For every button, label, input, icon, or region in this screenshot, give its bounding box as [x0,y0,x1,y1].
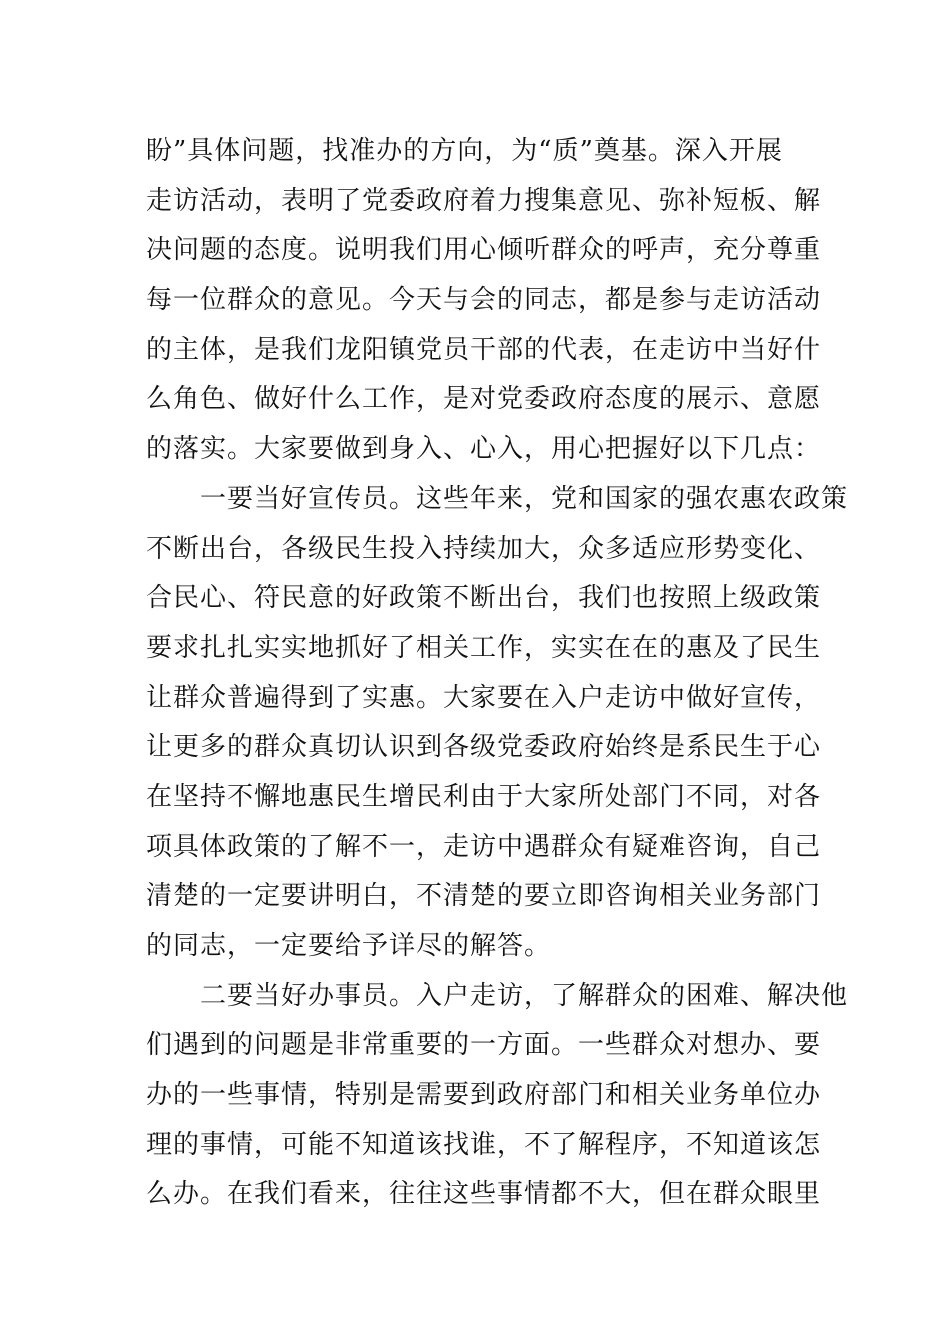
text-line: 让群众普遍得到了实惠。大家要在入户走访中做好宣传， [146,682,822,713]
paragraph-start-line: 二要当好办事员。入户走访，了解群众的困难、解决他 [146,980,849,1011]
text-line: 么办。在我们看来，往往这些事情都不大，但在群众眼里 [146,1179,822,1210]
text-line: 要求扎扎实实地抓好了相关工作，实实在在的惠及了民生 [146,632,822,663]
text-line: 项具体政策的了解不一，走访中遇群众有疑难咨询，自己 [146,831,822,862]
text-line: 么角色、做好什么工作，是对党委政府态度的展示、意愿 [146,384,822,415]
text-line: 盼”具体问题，找准办的方向，为“质”奠基。深入开展 [146,136,783,166]
text-line: 的同志，一定要给予详尽的解答。 [146,931,552,961]
text-line: 让更多的群众真切认识到各级党委政府始终是系民生于心 [146,732,822,763]
text-line: 们遇到的问题是非常重要的一方面。一些群众对想办、要 [146,1030,822,1061]
text-line: 清楚的一定要讲明白，不清楚的要立即咨询相关业务部门 [146,881,822,912]
text-line: 合民心、符民意的好政策不断出台，我们也按照上级政策 [146,583,822,614]
document-body [146,127,849,1220]
text-line: 每一位群众的意见。今天与会的同志，都是参与走访活动 [146,285,822,316]
text-line: 走访活动，表明了党委政府着力搜集意见、弥补短板、解 [146,185,822,216]
text-line: 的落实。大家要做到身入、心入，用心把握好以下几点： [146,434,822,465]
text-line: 决问题的态度。说明我们用心倾听群众的呼声，充分尊重 [146,235,822,266]
paragraph-start-line: 一要当好宣传员。这些年来，党和国家的强农惠农政策 [146,483,849,514]
text-line: 不断出台，各级民生投入持续加大，众多适应形势变化、 [146,533,822,564]
text-line: 在坚持不懈地惠民生增民利由于大家所处部门不同，对各 [146,781,822,812]
text-line: 理的事情，可能不知道该找谁，不了解程序，不知道该怎 [146,1129,822,1160]
text-line: 办的一些事情，特别是需要到政府部门和相关业务单位办 [146,1080,822,1111]
text-line: 的主体，是我们龙阳镇党员干部的代表，在走访中当好什 [146,334,822,365]
